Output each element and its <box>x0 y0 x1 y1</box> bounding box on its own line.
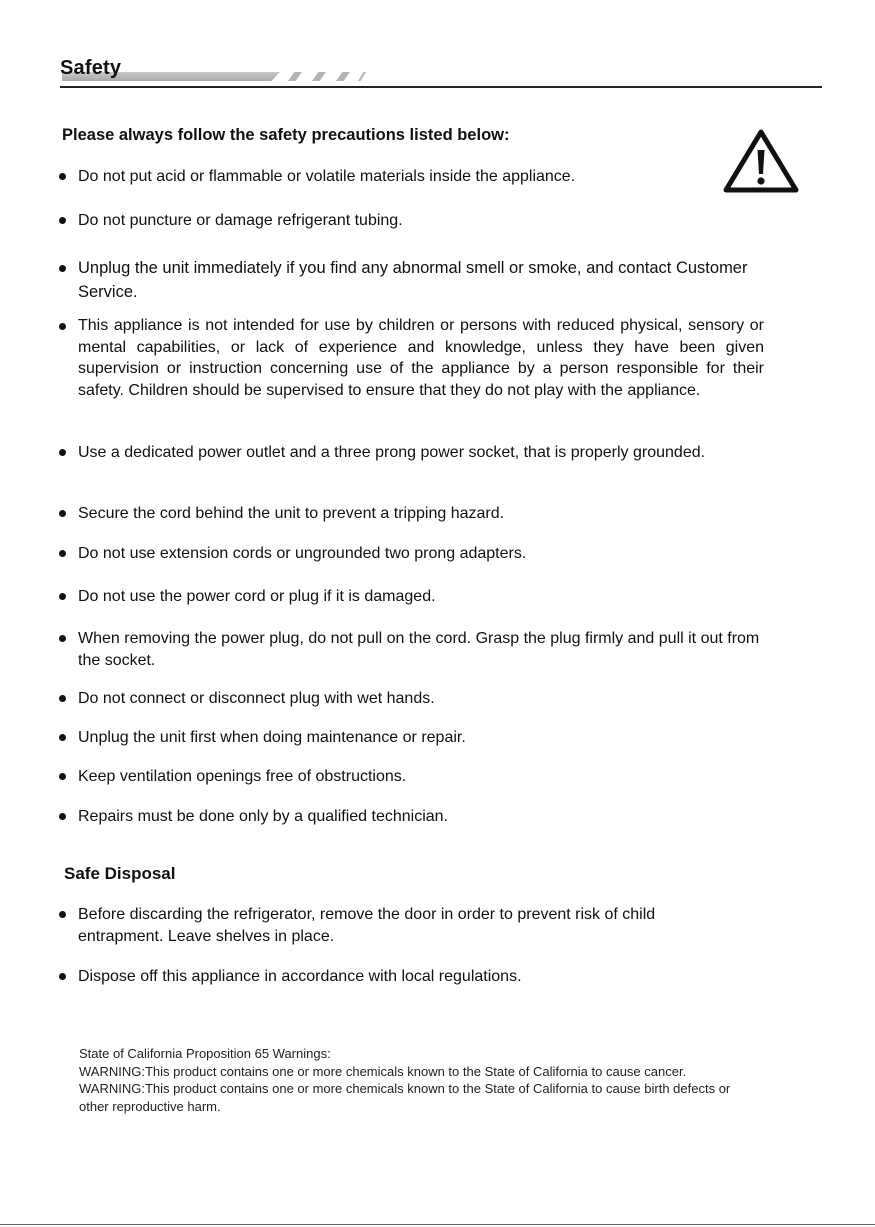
list-item <box>56 586 768 608</box>
bullet-icon <box>59 911 66 918</box>
prop65-warning-line: WARNING:This product contains one or more chemicals known to the State of California to cause cancer. <box>79 1063 687 1079</box>
bullet-icon <box>59 550 66 557</box>
list-item <box>56 727 768 749</box>
bullet-icon <box>59 323 66 330</box>
bullet-icon <box>59 217 66 224</box>
list-item-text: Unplug the unit first when doing maintenance or repair. <box>78 729 466 746</box>
header-slash-decoration <box>336 72 350 81</box>
list-item <box>56 806 768 828</box>
list-item-text: Use a dedicated power outlet and a three prong power socket, that is properly grounded. <box>78 444 706 461</box>
page-header <box>60 56 822 92</box>
section-title-safe-disposal: Safe Disposal <box>64 864 176 883</box>
list-item <box>56 966 768 988</box>
list-item <box>56 315 768 401</box>
intro-heading: Please always follow the safety precautions listed below: <box>62 126 510 144</box>
list-item <box>56 766 768 788</box>
header-divider <box>60 86 822 88</box>
bullet-icon <box>59 695 66 702</box>
header-slash-decoration <box>288 72 302 81</box>
list-item-text: Secure the cord behind the unit to prevent a tripping hazard. <box>78 505 505 522</box>
list-item-text: Do not put acid or flammable or volatile materials inside the appliance. <box>78 168 576 185</box>
list-item <box>56 166 768 188</box>
list-item <box>56 628 768 671</box>
header-slash-decoration <box>358 72 366 81</box>
list-item-text: This appliance is not intended for use by children or persons with reduced physical, sensory or mental capabilities, or lack of experience and knowledge, unless they have been given supervision or instruction concerning use of the appliance by a person responsible for their safety. Children should be supervised to ensure that they do not play with the appliance. <box>78 317 764 399</box>
list-item-text: Do not use extension cords or ungrounded two prong adapters. <box>78 545 527 562</box>
list-item-text: Unplug the unit immediately if you find any abnormal smell or smoke, and contact Customer Service. <box>78 259 748 301</box>
list-item-text: Do not connect or disconnect plug with wet hands. <box>78 690 435 707</box>
list-item <box>56 442 768 464</box>
list-item <box>56 210 768 232</box>
bullet-icon <box>59 813 66 820</box>
bullet-icon <box>59 510 66 517</box>
page-title: Safety <box>60 57 122 79</box>
page-bottom-border <box>0 1224 875 1225</box>
prop65-warning-block <box>79 1045 819 1115</box>
list-item <box>56 503 768 525</box>
list-item-text: When removing the power plug, do not pull on the cord. Grasp the plug firmly and pull it out from the socket. <box>78 630 760 669</box>
bullet-icon <box>59 734 66 741</box>
prop65-warning-line: WARNING:This product contains one or more chemicals known to the State of California to cause birth defects or <box>79 1081 731 1096</box>
bullet-icon <box>59 173 66 180</box>
prop65-heading: State of California Proposition 65 Warnings: <box>79 1046 331 1061</box>
list-item-text: Dispose off this appliance in accordance with local regulations. <box>78 968 522 985</box>
list-item <box>56 543 768 565</box>
list-item-text: Do not puncture or damage refrigerant tubing. <box>78 212 403 229</box>
list-item-text: Do not use the power cord or plug if it is damaged. <box>78 588 436 605</box>
list-item-text: Keep ventilation openings free of obstructions. <box>78 768 407 785</box>
bullet-icon <box>59 635 66 642</box>
list-item <box>56 256 768 304</box>
bullet-icon <box>59 265 66 272</box>
bullet-icon <box>59 593 66 600</box>
header-slash-decoration <box>312 72 326 81</box>
list-item-text: Before discarding the refrigerator, remove the door in order to prevent risk of child entrapment. Leave shelves in place. <box>78 906 656 945</box>
bullet-icon <box>59 973 66 980</box>
prop65-warning-line: other reproductive harm. <box>79 1098 221 1114</box>
list-item <box>56 688 768 710</box>
list-item-text: Repairs must be done only by a qualified technician. <box>78 808 448 825</box>
list-item <box>56 904 768 948</box>
bullet-icon <box>59 449 66 456</box>
bullet-icon <box>59 773 66 780</box>
